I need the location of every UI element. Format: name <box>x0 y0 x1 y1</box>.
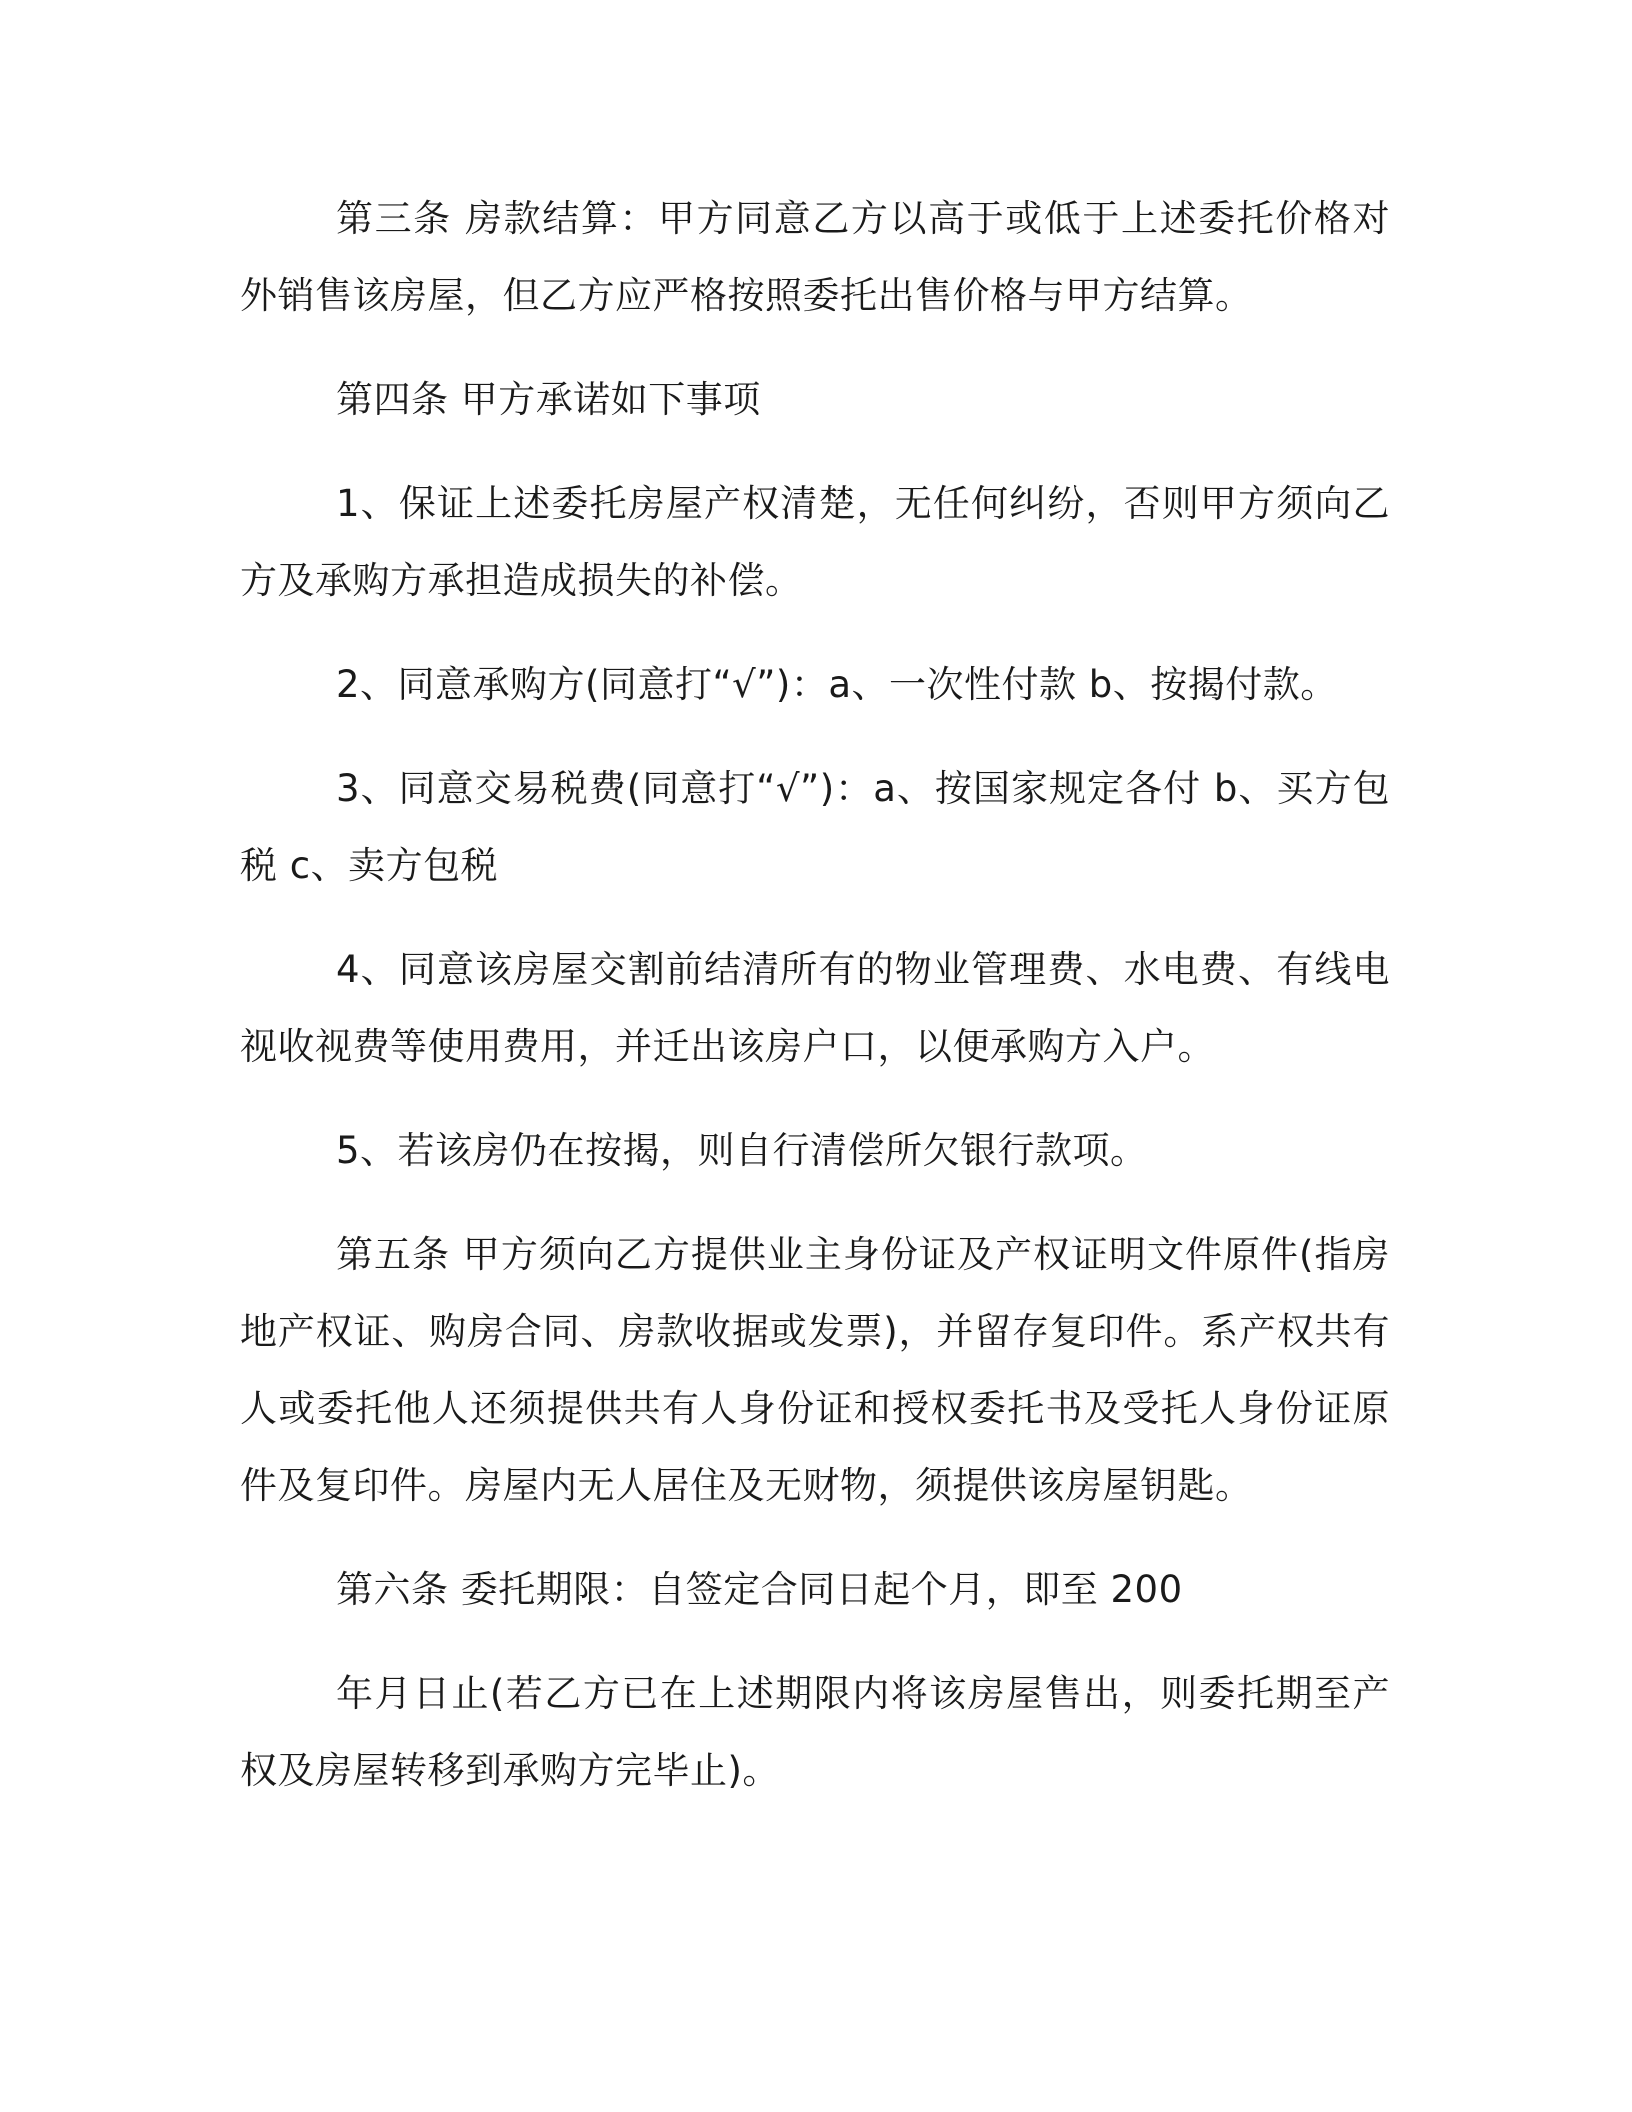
clause-3-settlement: 第三条 房款结算：甲方同意乙方以高于或低于上述委托价格对外销售该房屋，但乙方应严格按照委托出售价格与甲方结算。 <box>240 197 1390 317</box>
clause-4-item-4: 4、同意该房屋交割前结清所有的物业管理费、水电费、有线电视收视费等使用费用，并迁出该房户口，以便承购方入户。 <box>240 948 1390 1068</box>
clause-6-term: 第六条 委托期限：自签定合同日起个月，即至 200 <box>336 1568 1183 1611</box>
clause-5-documents: 第五条 甲方须向乙方提供业主身份证及产权证明文件原件(指房地产权证、购房合同、房款收据或发票)，并留存复印件。系产权共有人或委托他人还须提供共有人身份证和授权委托书及受托人身份证原件及复印件。房屋内无人居住及无财物，须提供该房屋钥匙。 <box>240 1233 1390 1507</box>
clause-6-term-end: 年月日止(若乙方已在上述期限内将该房屋售出，则委托期至产权及房屋转移到承购方完毕止)。 <box>240 1672 1390 1792</box>
document-body <box>240 180 1390 1836</box>
clause-4-item-1: 1、保证上述委托房屋产权清楚，无任何纠纷，否则甲方须向乙方及承购方承担造成损失的补偿。 <box>240 482 1390 602</box>
clause-4-item-5: 5、若该房仍在按揭，则自行清偿所欠银行款项。 <box>336 1129 1148 1172</box>
clause-4-heading: 第四条 甲方承诺如下事项 <box>336 378 761 421</box>
clause-4-item-2: 2、同意承购方(同意打“√”)：a、一次性付款 b、按揭付款。 <box>336 663 1338 706</box>
clause-4-item-3: 3、同意交易税费(同意打“√”)：a、按国家规定各付 b、买方包税 c、卖方包税 <box>240 767 1390 887</box>
